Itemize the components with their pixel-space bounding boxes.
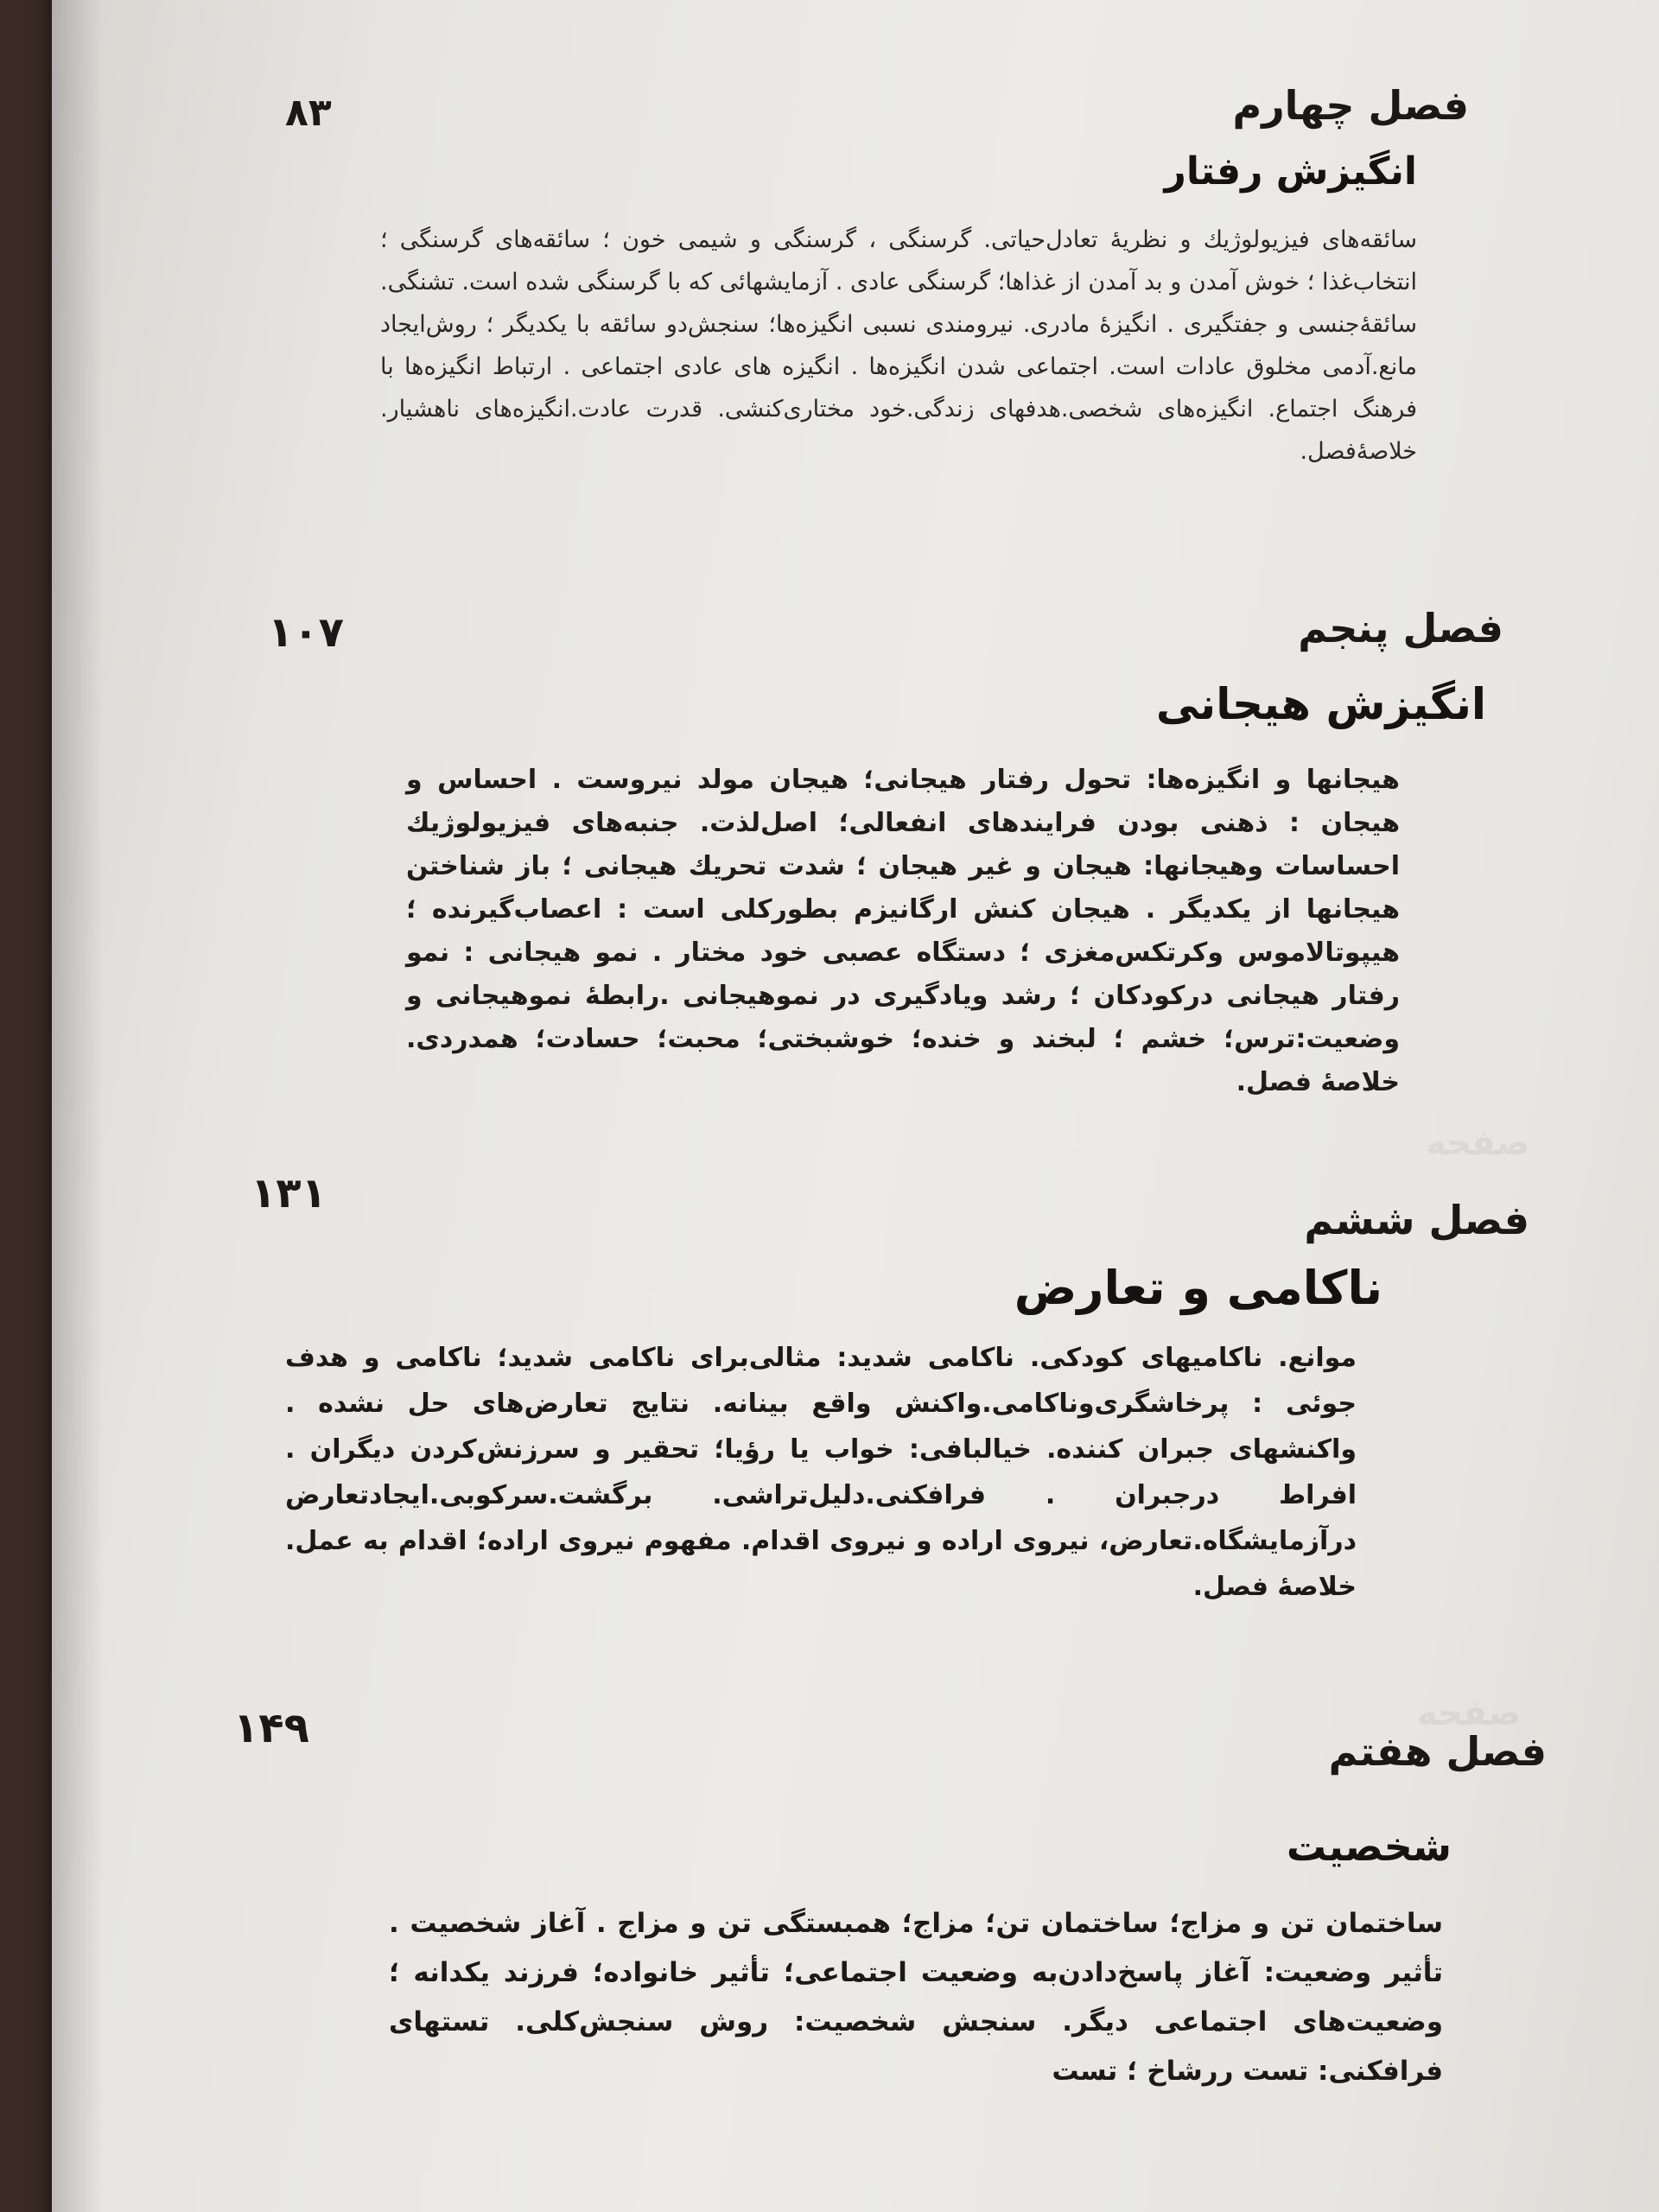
- chapter-title: انگیزش رفتار: [1164, 149, 1417, 194]
- chapter-summary: سائقه‌های فیزیولوژیك و نظریهٔ تعادل‌حیاتی. گرسنگی ، گرسنگی و شیمی خون ؛ سائقه‌های گرسنگی ؛ انتخاب‌غذا ؛ خوش آمدن و بد آمدن از غذاها؛ گرسنگی عادی . آزمایشهائی که با گرسنگی شده است. تشنگی. سائقهٔ‌جنسی و جفتگیری . انگیزهٔ مادری. نیرومندی نسبی انگیزه‌ها؛ سنجش‌دو سائقه با یکدیگر ؛ روش‌ایجاد مانع.آدمی مخلوق عادات است. اجتماعی شدن انگیزه‌ها . انگیزه های عادی اجتماعی . ارتباط انگیزه‌ها با فرهنگ اجتماع. انگیزه‌های شخصی.هدفهای زندگی.خود مختاری‌کنشی. قدرت عادت.انگیزه‌های ناهشیار. خلاصهٔ‌فصل.: [380, 226, 1417, 465]
- page-number: ۸۳: [285, 91, 332, 135]
- chapter-entry: [268, 605, 1503, 1097]
- spine-shadow: [52, 0, 104, 2212]
- chapter-entry: [251, 1169, 1529, 1611]
- chapter-entry: [285, 82, 1469, 531]
- show-through-text: صفحه: [1417, 1694, 1522, 1733]
- chapter-label: فصل پنجم: [1298, 605, 1503, 652]
- chapter-label: فصل ششم: [1304, 1197, 1529, 1243]
- chapter-summary: موانع. ناکامیهای کودکی. ناکامی شدید: مثالی‌برای ناکامی شدید؛ ناکامی و هدف جوئی : پرخاشگری‌وناکامی.واکنش واقع بینانه. نتایج تعارض‌های حل نشده . واکنشهای جبران کننده. خیالبافی: خواب یا رؤیا؛ تحقیر و سرزنش‌کردن دیگران . افراط درجبران . فرافکنی.دلیل‌تراشی. برگشت.سرکوبی.ایجادتعارض درآزمایشگاه.تعارض، نیروی اراده و نیروی اقدام. مفهوم نیروی اراده؛ اقدام به عمل. خلاصهٔ فصل.: [285, 1343, 1357, 1602]
- chapter-label: فصل هفتم: [1328, 1728, 1547, 1775]
- page-number: ۱۰۷: [268, 608, 344, 657]
- chapter-title: شخصیت: [1286, 1823, 1452, 1870]
- chapter-summary: ساختمان تن و مزاج؛ ساختمان تن؛ مزاج؛ همبستگی تن و مزاج . آغاز شخصیت . تأثیر وضعیت: آغاز پاسخ‌دادن‌به وضعیت اجتماعی؛ تأثیر خانواده؛ فرزند یکدانه ؛وضعیت‌های اجتماعی دیگر. سنجش شخصیت: روش سنجش‌کلی. تستهای فرافکنی: تست ررشاخ ؛ تست: [389, 1908, 1443, 2087]
- page-number: ۱۴۹: [233, 1704, 309, 1752]
- chapter-title: انگیزش هیجانی: [1155, 679, 1486, 729]
- chapter-title: ناکامی و تعارض: [1014, 1261, 1382, 1315]
- page-number: ۱۳۱: [251, 1169, 327, 1217]
- show-through-text: صفحه: [1426, 1123, 1530, 1163]
- chapter-label: فصل چهارم: [1232, 82, 1469, 129]
- chapter-summary: هیجانها و انگیزه‌ها: تحول رفتار هیجانی؛ هیجان مولد نیروست . احساس و هیجان : ذهنی بودن فرایندهای انفعالی؛ اصل‌لذت. جنبه‌های فیزیولوژیك احساسات وهیجانها: هیجان و غیر هیجان ؛ شدت تحریك هیجانی ؛ باز شناختن هیجانها از یکدیگر . هیجان کنش ارگانیزم بطورکلی است : اعصاب‌گیرنده ؛ هیپوتالاموس وکرتکس‌مغزی ؛ دستگاه عصبی خود مختار . نمو هیجانی : نمو رفتار هیجانی درکودکان ؛ رشد ویادگیری در نموهیجانی .رابطهٔ نموهیجانی و وضعیت:ترس؛ خشم ؛ لبخند و خنده؛ خوشبختی؛ محبت؛ حسادت؛ همدردی. خلاصهٔ فصل.: [406, 765, 1400, 1097]
